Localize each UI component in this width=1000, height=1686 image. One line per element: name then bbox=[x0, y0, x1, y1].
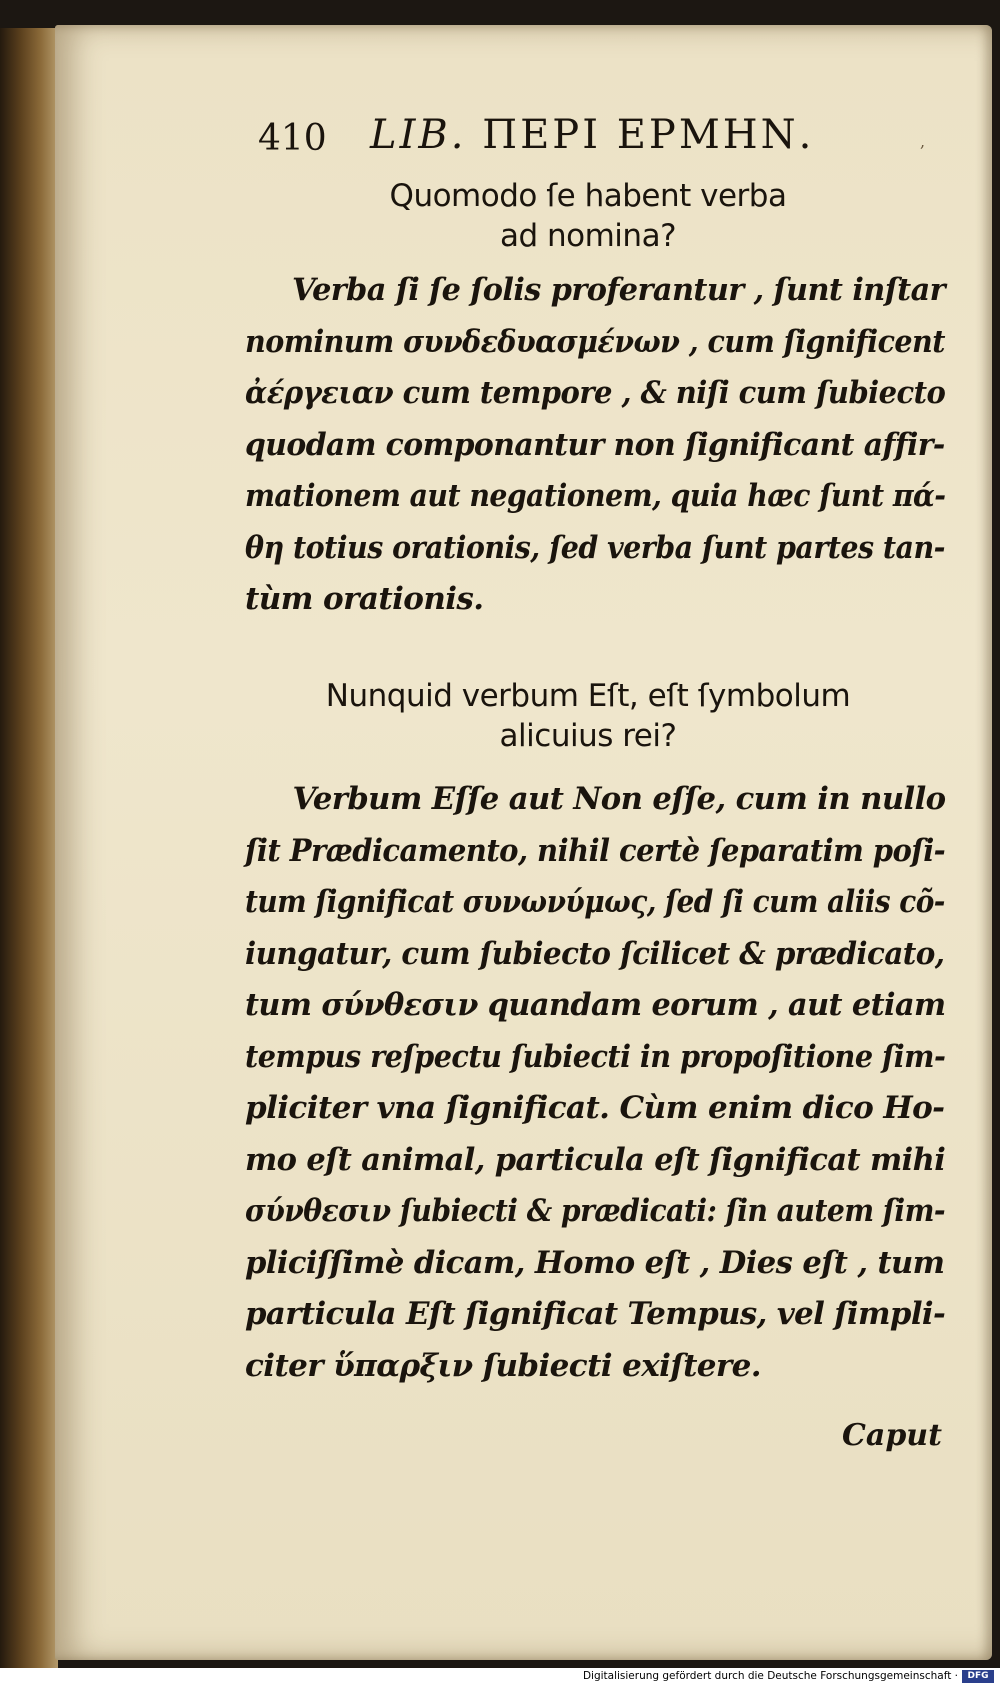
text-line: tum σύνθεσιν quandam eorum , aut etiam bbox=[245, 987, 946, 1023]
funding-credit: Digitalisierung gefördert durch die Deutsche Forschungsgemeinschaft · bbox=[582, 1670, 958, 1682]
running-head bbox=[370, 112, 814, 158]
text-line: tempus reſpectu ſubiecti in propoſitione ſim- bbox=[245, 1038, 946, 1075]
text-line: θη totius orationis, ſed verba ſunt partes tan- bbox=[245, 529, 945, 566]
digitization-footer bbox=[0, 1668, 1000, 1686]
text-line: ἀέργειαν cum tempore , & niſi cum ſubiecto bbox=[245, 375, 946, 411]
dfg-logo: DFG bbox=[962, 1670, 994, 1683]
section-1-question bbox=[238, 176, 938, 256]
text-line: particula Eſt ſignificat Tempus, vel ſimpli- bbox=[245, 1296, 946, 1332]
text-line: mo eſt animal, particula eſt ſignificat mihi bbox=[245, 1141, 946, 1178]
section-1-paragraph bbox=[245, 265, 945, 626]
section-2-paragraph bbox=[245, 774, 945, 1392]
catchword: Caput bbox=[842, 1418, 942, 1453]
running-head-lib: LIB. bbox=[370, 112, 467, 158]
page-number: 410 bbox=[258, 118, 327, 159]
text-line: quodam componantur non ſignificant affir- bbox=[245, 426, 945, 463]
margin-mark: , bbox=[920, 132, 926, 151]
question-line: alicuius rei? bbox=[499, 718, 677, 754]
section-2-question bbox=[238, 676, 938, 756]
text-line: pliciter vna ſignificat. Cùm enim dico Ho- bbox=[245, 1090, 945, 1126]
text-line: σύνθεσιν ſubiecti & prædicati: ſin autem ſim- bbox=[245, 1193, 946, 1229]
text-line: iungatur, cum ſubiecto ſcilicet & prædicato, bbox=[245, 935, 945, 972]
question-line: ad nomina? bbox=[499, 218, 677, 254]
text-line: tum ſignificat συνωνύμως, ſed ſi cum aliis cõ- bbox=[245, 884, 945, 920]
text-line: ſit Prædicamento, nihil certè ſeparatim poſi- bbox=[245, 832, 946, 869]
page-header bbox=[258, 112, 878, 162]
text-line: Verba ſi ſe ſolis proferantur , ſunt inſtar bbox=[291, 272, 946, 308]
running-head-greek: ΠΕΡΙ ΕΡΜΗΝ. bbox=[482, 112, 815, 158]
text-line: mationem aut negationem, quia hæc ſunt πά- bbox=[245, 478, 946, 514]
text-line: Verbum Eſſe aut Non eſſe, cum in nullo bbox=[292, 781, 946, 817]
question-line: Quomodo ſe habent verba bbox=[389, 178, 787, 214]
text-line: citer ὕπαρξιν ſubiecti exiſtere. bbox=[245, 1347, 761, 1384]
question-line: Nunquid verbum Eſt, eſt ſymbolum bbox=[325, 678, 851, 714]
text-line: pliciſſimè dicam, Homo eſt , Dies eſt , tum bbox=[245, 1244, 945, 1281]
text-line: nominum συνδεδυασμένων , cum ſignificent bbox=[245, 323, 945, 360]
text-line: tùm orationis. bbox=[245, 581, 484, 617]
